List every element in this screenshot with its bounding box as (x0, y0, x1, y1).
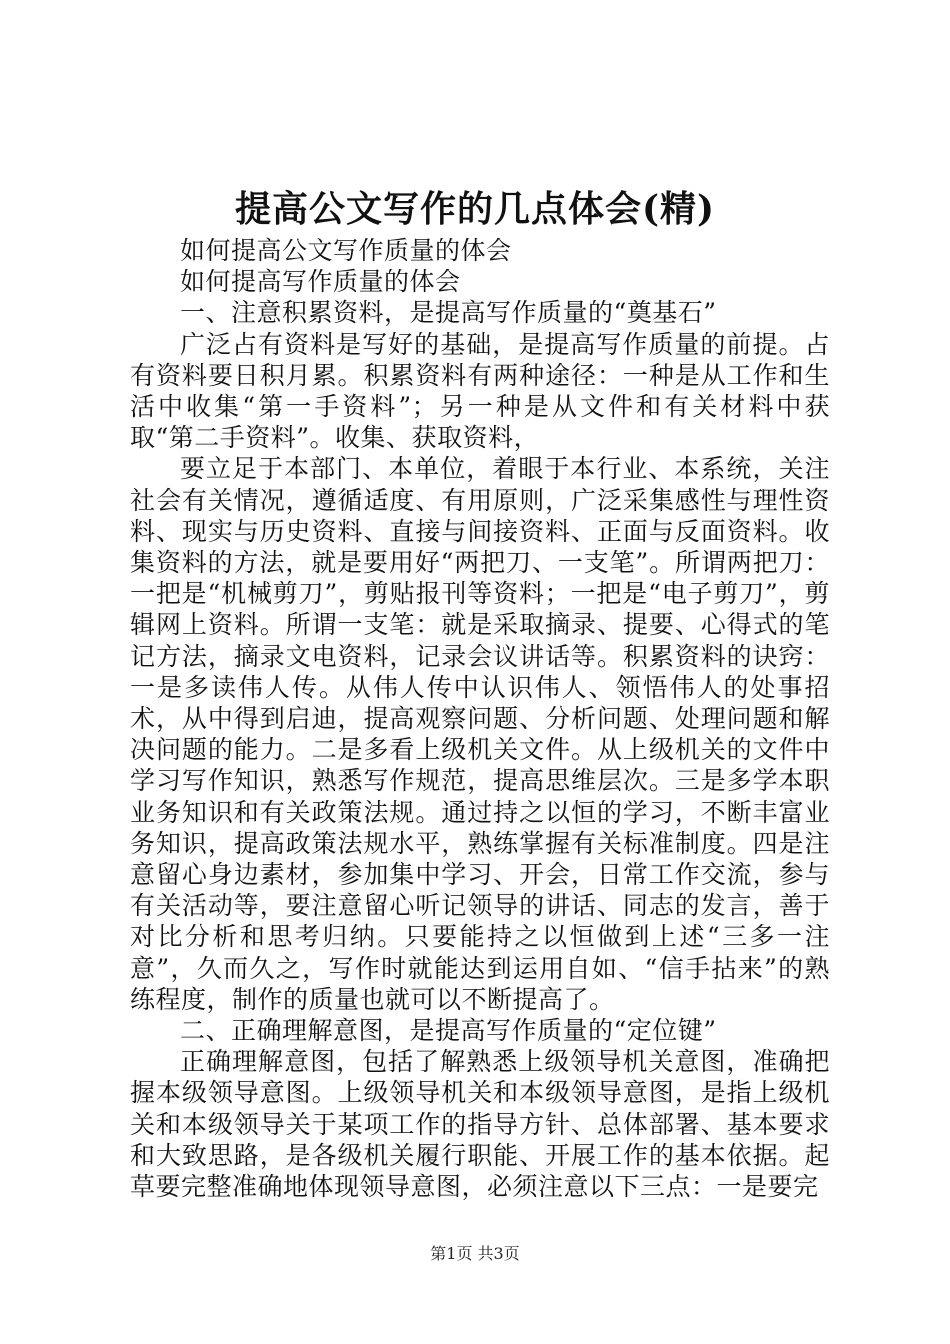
paragraph: 如何提高写作质量的体会 (180, 267, 461, 297)
document-body (130, 235, 830, 1202)
section-heading: 二、正确理解意图，是提高写作质量的“定位键” (180, 1016, 717, 1046)
paragraph: 正确理解意图，包括了解熟悉上级领导机关意图，准确把握本级领导意图。上级领导机关和本级领导意图，是指上级机关和本级领导关于某项工作的指导方针、总体部署、基本要求和大致思路，是各级机关履行职能、开展工作的基本依据。起草要完整准确地体现领导意图，必须注意以下三点：一是要完 (130, 1047, 830, 1202)
paragraph: 如何提高公文写作质量的体会 (180, 236, 512, 265)
document-title: 提高公文写作的几点体会(精) (234, 188, 716, 230)
section-heading: 一、注意积累资料，是提高写作质量的“奠基石” (180, 298, 717, 328)
paragraph: 要立足于本部门、本单位，着眼于本行业、本系统，关注社会有关情况，遵循适度、有用原则，广泛采集感性与理性资料、现实与历史资料、直接与间接资料、正面与反面资料。收集资料的方法，就是要用好“两把刀、一支笔”。所谓两把刀：一把是“机械剪刀”，剪贴报刊等资料；一把是“电子剪刀”，剪辑网上资料。所谓一支笔：就是采取摘录、提要、心得式的笔记方法，摘录文电资料，记录会议讲话等。积累资料的诀窍：一是多读伟人传。从伟人传中认识伟人、领悟伟人的处事招术，从中得到启迪，提高观察问题、分析问题、处理问题和解决问题的能力。二是多看上级机关文件。从上级机关的文件中学习写作知识，熟悉写作规范，提高思维层次。三是多学本职业务知识和有关政策法规。通过持之以恒的学习，不断丰富业务知识，提高政策法规水平，熟练掌握有关标准制度。四是注意留心身边素材，参加集中学习、开会，日常工作交流，参与有关活动等，要注意留心听记领导的讲话、同志的发言，善于对比分析和思考归纳。只要能持之以恒做到上述“三多一注意”，久而久之，写作时就能达到运用自如、“信手拈来”的熟练程度，制作的质量也就可以不断提高了。 (130, 454, 830, 1014)
paragraph: 广泛占有资料是写好的基础，是提高写作质量的前提。占有资料要日积月累。积累资料有两种途径：一种是从工作和生活中收集“第一手资料”；另一种是从文件和有关材料中获取“第二手资料”。收集、获取资料， (130, 329, 830, 453)
page-footer: 第1页 共3页 (430, 1244, 520, 1263)
